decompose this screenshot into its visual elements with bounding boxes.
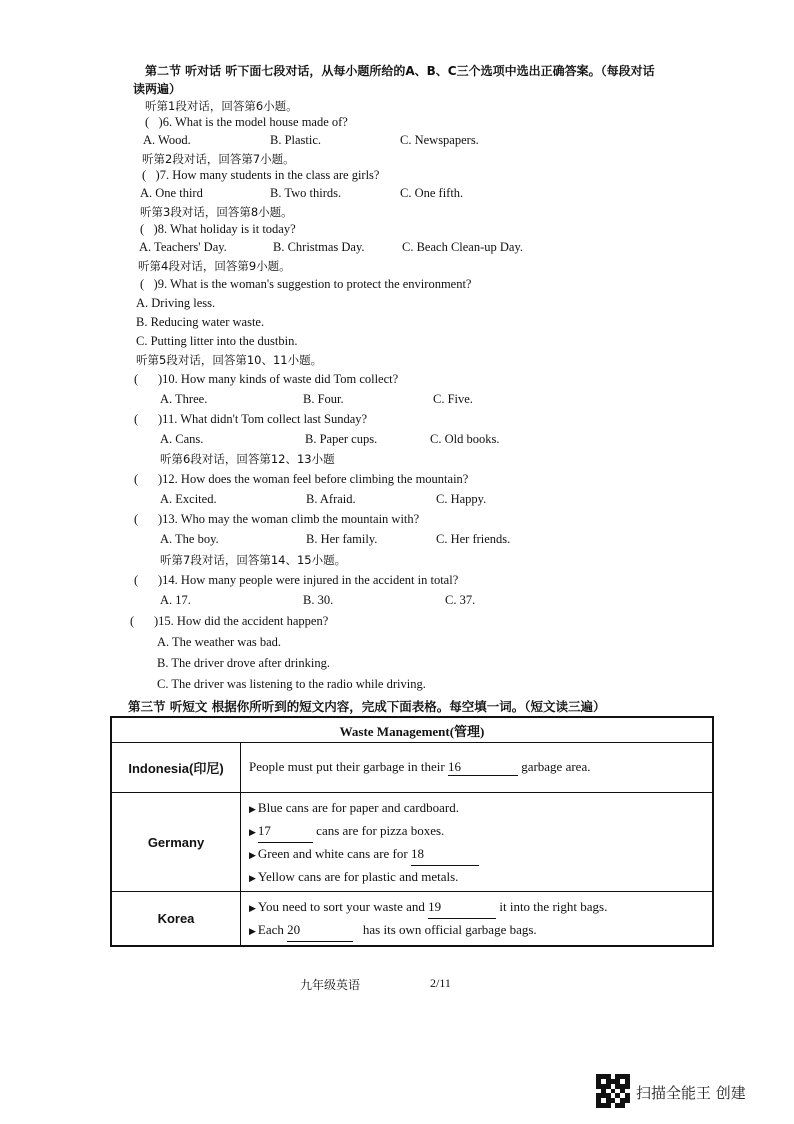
answer-paren: ( [140,277,145,291]
question-9: ( )9. What is the woman's suggestion to protect the environment? [140,277,472,291]
country-korea: Korea [111,892,241,946]
group-intro-4: 听第4段对话，回答第9小题。 [138,259,291,273]
option-b: B. 30. [303,593,334,607]
option-a: A. Excited. [160,492,217,506]
answer-paren: ( [134,412,139,426]
section2-header: 第二节 听对话 听下面七段对话，从每小题所给的A、B、C三个选项中选出正确答案。（每段对话 [145,64,655,78]
question-text: 11. What didn't Tom collect last Sunday? [162,412,368,426]
qr-code-icon [596,1074,630,1108]
question-8: ( )8. What holiday is it today? [140,222,296,236]
answer-paren: ( [140,222,145,236]
answer-paren: ( [134,472,139,486]
option-c: C. Putting litter into the dustbin. [136,334,298,348]
answer-paren: ( [134,512,139,526]
group-intro-7: 听第7段对话，回答第14、15小题。 [160,553,347,567]
question-text: 13. Who may the woman climb the mountain with? [162,512,420,526]
option-a: A. The boy. [160,532,219,546]
option-b: B. Afraid. [306,492,356,506]
indonesia-row: People must put their garbage in their 16 garbage area. [241,743,714,793]
blank-18[interactable]: 18 [411,842,479,866]
bullet-triangle-icon: ▶ [249,850,256,860]
question-text: 15. How did the accident happen? [158,614,329,628]
question-11: ( )11. What didn't Tom collect last Sunday? [134,412,368,426]
answer-paren: ( [134,573,139,587]
question-13: ( )13. Who may the woman climb the mountain with? [134,512,420,526]
answer-paren: ( [145,115,150,129]
blank-16[interactable]: 16 [448,759,518,776]
option-c: C. The driver was listening to the radio while driving. [157,677,426,691]
country-indonesia: Indonesia(印尼) [111,743,241,793]
watermark-text: 扫描全能王 创建 [636,1084,746,1102]
bullet-triangle-icon: ▶ [249,926,256,937]
option-c: C. Beach Clean-up Day. [402,240,524,254]
question-12: ( )12. How does the woman feel before climbing the mountain? [134,472,469,486]
option-b: B. Plastic. [270,133,322,147]
group-intro-5: 听第5段对话，回答第10、11小题。 [136,353,323,367]
option-a: A. Teachers' Day. [139,240,227,254]
group-intro-2: 听第2段对话，回答第7小题。 [142,152,295,166]
option-b: B. Reducing water waste. [136,315,265,329]
option-c: C. 37. [445,593,476,607]
option-c: C. Newspapers. [400,133,479,147]
blank-20[interactable]: 20 [287,918,353,942]
option-c: C. One fifth. [400,186,464,200]
option-c: C. Happy. [436,492,487,506]
option-a: A. Driving less. [136,296,216,310]
section3-header: 第三节 听短文 根据你所听到的短文内容，完成下面表格。每空填一词。（短文读三遍） [128,699,606,714]
option-c: C. Five. [433,392,473,406]
germany-row: ▶ Blue cans are for paper and cardboard. ▶ 17 cans are for pizza boxes. ▶ Green and white cans are for 18 ▶ Yellow cans are for plastic and metals. [241,793,714,892]
korea-row: ▶ You need to sort your waste and 19 it into the right bags. ▶ Each 20 has its own official garbage bags. [241,892,714,946]
waste-management-table [110,716,714,947]
footer-page-number: 2/11 [430,976,451,990]
answer-paren: ( [130,614,135,628]
group-intro-6: 听第6段对话，回答第12、13小题 [160,452,335,466]
question-7: ( )7. How many students in the class are girls? [142,168,380,182]
question-text: 6. What is the model house made of? [162,115,348,129]
question-text: 10. How many kinds of waste did Tom collect? [162,372,399,386]
option-a: A. Cans. [160,432,204,446]
group-intro-1: 听第1段对话，回答第6小题。 [145,99,298,113]
bullet-triangle-icon: ▶ [249,873,256,883]
option-b: B. Four. [303,392,344,406]
option-b: B. Her family. [306,532,378,546]
section2-header-cont: 读两遍） [133,82,182,96]
bullet-triangle-icon: ▶ [249,804,256,814]
question-14: ( )14. How many people were injured in the accident in total? [134,573,459,587]
option-b: B. The driver drove after drinking. [157,656,330,670]
question-15: ( )15. How did the accident happen? [130,614,329,628]
option-b: B. Two thirds. [270,186,342,200]
country-germany: Germany [111,793,241,892]
question-text: 7. How many students in the class are girls? [159,168,380,182]
group-intro-3: 听第3段对话，回答第8小题。 [140,205,293,219]
answer-paren: ( [142,168,147,182]
option-b: B. Paper cups. [305,432,378,446]
bullet-triangle-icon: ▶ [249,903,256,914]
answer-paren: ( [134,372,139,386]
footer-subject: 九年级英语 [300,978,361,992]
option-a: A. The weather was bad. [157,635,282,649]
question-text: 8. What holiday is it today? [157,222,296,236]
blank-17[interactable]: 17 [258,819,313,843]
option-c: C. Her friends. [436,532,511,546]
bullet-triangle-icon: ▶ [249,827,256,837]
question-text: 14. How many people were injured in the accident in total? [162,573,459,587]
option-c: C. Old books. [430,432,500,446]
table-title: Waste Management(管理) [111,717,713,743]
question-text: 9. What is the woman's suggestion to protect the environment? [157,277,472,291]
option-b: B. Christmas Day. [273,240,365,254]
question-6: ( )6. What is the model house made of? [145,115,348,129]
option-a: A. One third [140,186,203,200]
option-a: A. Wood. [143,133,191,147]
option-a: A. 17. [160,593,191,607]
blank-19[interactable]: 19 [428,895,496,919]
question-text: 12. How does the woman feel before climbing the mountain? [162,472,469,486]
option-a: A. Three. [160,392,208,406]
question-10: ( )10. How many kinds of waste did Tom collect? [134,372,399,386]
